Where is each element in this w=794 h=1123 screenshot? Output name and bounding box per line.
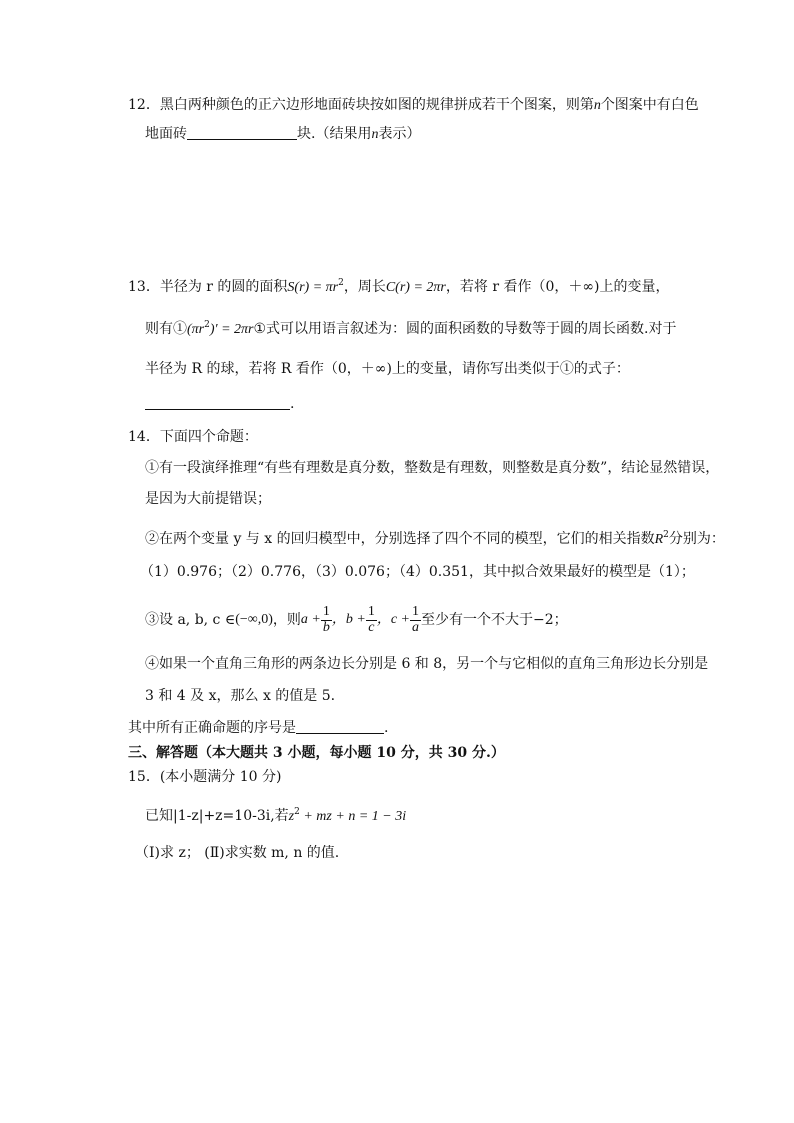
q13-line2: 则有$①(\pi r^2)'$ = 2πr①式可以用语言叙述为：圆的面积函数的导数等于圆的周长函数.对于 xyxy=(145,320,677,337)
q12-line1: 12．黑白两种颜色的正六边形地面砖块按如图的规律拼成若干个图案，则第n个图案中有白色 xyxy=(128,97,699,113)
q13-line4: . xyxy=(145,397,294,411)
variable-n: n xyxy=(593,98,601,113)
fraction-1-over-c: $\frac{1}{c}$ xyxy=(367,603,375,635)
q14-prop3: ③设 a, b, c ∈ (−∞,0) ，则 a + $\frac{1}{b}$ ，b + $\frac{1}{c}$ ，c + $\frac{1}{a}$ 至少有一个不大于−2； xyxy=(145,603,568,635)
variable-n: n xyxy=(371,127,379,142)
fraction-1-over-b: $\frac{1}{b}$ xyxy=(322,603,330,635)
q14-title: 14．下面四个命题： xyxy=(128,429,258,445)
q14-prop4-line1: ④如果一个直角三角形的两条边长分别是 6 和 8，另一个与它相似的直角三角形边长分别是 xyxy=(145,656,709,672)
answer-blank-q12[interactable] xyxy=(187,127,297,140)
answer-blank-q13[interactable] xyxy=(145,397,290,410)
q14-prop2-line2: （1）0.976；（2）0.776，（3）0.076；（4）0.351，其中拟合效果最好的模型是（1）； xyxy=(140,564,695,580)
q14-prop4-line2: 3 和 4 及 x，那么 x 的值是 5. xyxy=(145,688,336,704)
q14-prop2-line1: ②在两个变量 y 与 x 的回归模型中，分别选择了四个不同的模型，它们的相关指数$R^2$分别为： xyxy=(145,530,725,547)
q14-prop1-line1: ①有一段演绎推理“有些有理数是真分数，整数是有理数，则整数是真分数”，结论显然错误， xyxy=(145,460,720,476)
q13-line3: 半径为 R 的球，若将 R 看作（0，＋∞)上的变量，请你写出类似于①的式子： xyxy=(145,361,630,377)
q12-line2: 地面砖 块.（结果用n表示） xyxy=(145,126,421,142)
q13-line1: 13．半径为 r 的圆的面积$S(r) = \pi r^2$，周长C(r) = 2πr，若将 r 看作（0，＋∞)上的变量， xyxy=(128,278,670,295)
answer-blank-q14[interactable] xyxy=(296,721,384,734)
section-heading: 三、解答题（本大题共 3 小题，每小题 10 分，共 30 分.） xyxy=(128,745,505,761)
fraction-1-over-a: $\frac{1}{a}$ xyxy=(412,603,419,635)
q14-answer-line: 其中所有正确命题的序号是 . xyxy=(128,720,389,736)
q15-given: 已知|1-z|+z=10-3i,若$z^2$ + mz + n = 1 − 3i xyxy=(145,807,407,824)
q14-prop1-line2: 是因为大前提错误； xyxy=(145,491,271,507)
q15-parts: （Ⅰ)求 z； (Ⅱ)求实数 m, n 的值. xyxy=(135,845,340,861)
q15-title: 15．(本小题满分 10 分) xyxy=(128,769,282,785)
